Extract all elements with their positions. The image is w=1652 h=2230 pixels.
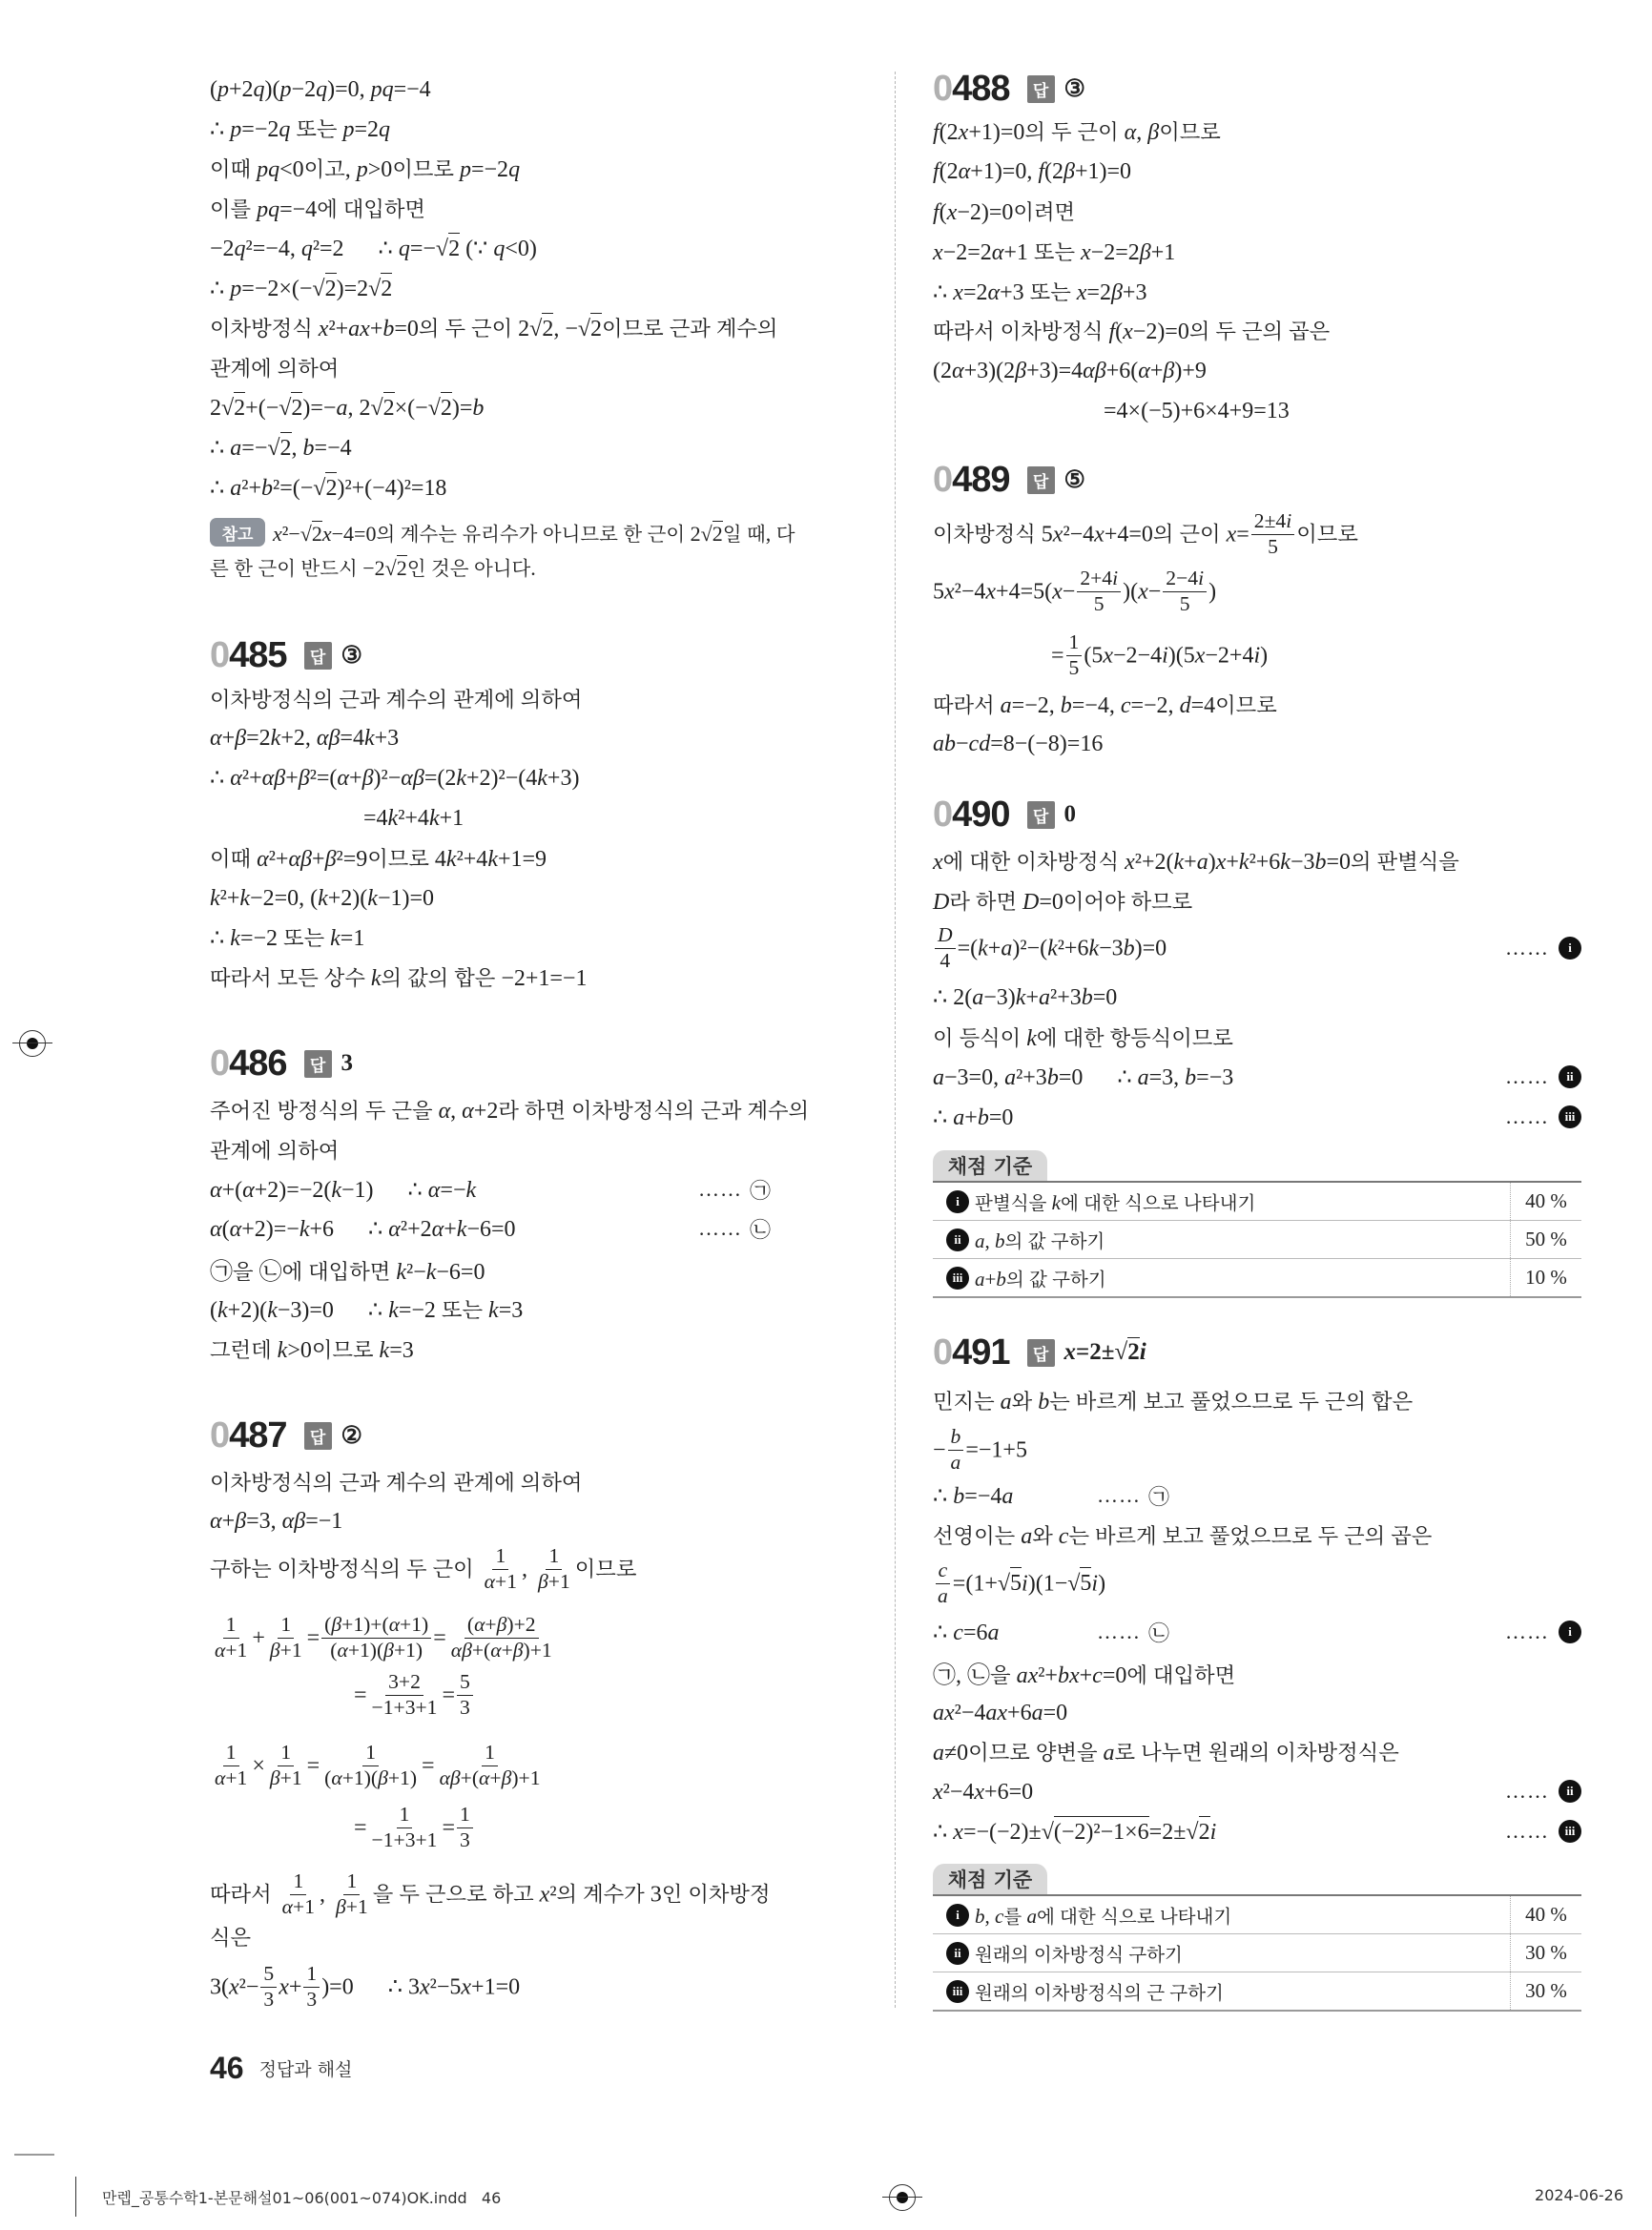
step-marker: …… i (1505, 928, 1581, 968)
line-text: 관계에 의하여 (210, 1139, 340, 1164)
math-line (210, 1961, 521, 2011)
math-line (210, 717, 399, 757)
math-line (1051, 630, 1269, 679)
math-line (933, 111, 1221, 151)
fraction: $\frac{1}{\alpha+1}$ (484, 1543, 517, 1593)
math-line (933, 880, 1192, 920)
rubric-table (933, 1894, 1581, 2012)
step-marker: …… ii (1505, 1771, 1581, 1811)
problem-header-0489 (933, 456, 1085, 504)
line-text: = $\frac{3+2}{-1+3+1}$ = $\frac{5}{3}$ (354, 1670, 475, 1721)
line-text: x²−4x+6=0 (933, 1779, 1034, 1805)
step-3-icon: iii (1559, 1820, 1581, 1843)
math-line (933, 1771, 1581, 1811)
fraction: $\frac{3+2}{-1+3+1}$ (371, 1669, 438, 1719)
line-text: x에 대한 이차방정식 x²+2(k+a)x+k²+6k−3b=0의 판별식을 (933, 850, 1459, 875)
fraction: $\frac{2-4i}{5}$ (1163, 567, 1207, 617)
step-marker: …… iii (1505, 1811, 1581, 1851)
rubric-table (933, 1181, 1581, 1298)
circled-giyeok-icon: ㉠ (1148, 1485, 1170, 1510)
math-line (210, 1089, 809, 1129)
line-text: 관계에 의하여 (210, 357, 340, 382)
fraction: $\frac{1}{5}$ (1066, 630, 1083, 681)
math-line (210, 1289, 523, 1329)
line-text: 이차방정식 5x²−4x+4=0의 근이 x= $\frac{2\pm 4i}{5}$ 이므로 (933, 508, 1358, 558)
math-line (933, 840, 1459, 880)
math-line (933, 1057, 1581, 1097)
math-line (933, 1731, 1399, 1771)
answer-badge: 답 (1027, 466, 1055, 494)
math-line (210, 1543, 637, 1593)
step-2-icon: ii (946, 1229, 969, 1251)
math-line (354, 1802, 475, 1851)
note-badge: 참고 (210, 518, 265, 547)
line-text: =4k²+4k+1 (363, 805, 465, 831)
rubric-row (933, 1896, 1581, 1934)
line-text: 이때 α²+αβ+β²=9이므로 4k²+4k+1=9 (210, 847, 547, 872)
rubric-percent: 40 % (1510, 1183, 1581, 1220)
problem-number: 0490 (933, 794, 1010, 835)
file-name: 만렙_공통수학1-본문해설01~06(001~074)OK.indd 46 (102, 2189, 502, 2207)
math-line (210, 1208, 862, 1249)
answer-value: ③ (341, 643, 362, 669)
problem-header-0488 (933, 65, 1085, 113)
circled-giyeok-icon: ㉠ (750, 1179, 772, 1204)
answer-badge: 답 (1027, 75, 1055, 103)
equation-tag: …… ㉠ (1097, 1476, 1169, 1516)
math-line (933, 1652, 1235, 1692)
answer-value: ③ (1063, 76, 1085, 102)
answer-value: x=2±√2i (1063, 1339, 1146, 1365)
fraction: $\frac{D}{4}$ (935, 923, 956, 974)
math-line (210, 1916, 251, 1956)
fraction: $\frac{1}{(\alpha+1)(\beta+1)}$ (324, 1740, 418, 1789)
registration-mark-left (19, 1030, 46, 1057)
line-text: D라 하면 D=0이어야 하므로 (933, 890, 1193, 915)
line-text: ∴ x=−(−2)±√(−2)²−1×6=2±√2i (933, 1818, 1216, 1846)
rubric-row (933, 1972, 1581, 2010)
math-line (933, 1692, 1067, 1732)
math-line (933, 271, 1146, 311)
line-text: α+β=2k+2, αβ=4k+3 (210, 725, 400, 751)
math-line (210, 957, 587, 997)
line-text: a≠0이므로 양변을 a로 나누면 원래의 이차방정식은 (933, 1741, 1399, 1765)
line-text: ax²−4ax+6a=0 (933, 1700, 1068, 1725)
rubric-text: a+b의 값 구하기 (975, 1267, 1106, 1291)
answer-value: ⑤ (1063, 467, 1085, 493)
rubric-title: 채점 기준 (933, 1864, 1047, 1894)
math-line (210, 837, 547, 878)
fraction: $\frac{(\alpha+\beta)+2}{\alpha\beta+(\alpha+\beta)+1}$ (450, 1612, 552, 1662)
step-marker: …… ii (1505, 1057, 1581, 1097)
math-line (210, 1869, 771, 1918)
math-line (1104, 390, 1290, 430)
problem-header-0491 (933, 1329, 1146, 1376)
math-line (210, 347, 339, 387)
line-text: 구하는 이차방정식의 두 근이 $\frac{1}{\alpha+1}$ , $\frac{1}{\beta+1}$ 이므로 (210, 1543, 637, 1593)
line-text: α+(α+2)=−2(k−1) ∴ α=−k (210, 1177, 477, 1203)
rubric-percent: 10 % (1510, 1259, 1581, 1296)
step-3-icon: iii (1559, 1105, 1581, 1128)
line-text: ∴ b=−4a (933, 1483, 1014, 1509)
fraction: $\frac{b}{a}$ (948, 1425, 964, 1476)
math-line (933, 684, 1277, 724)
line-text: = $\frac{1}{-1+3+1}$ = $\frac{1}{3}$ (354, 1803, 475, 1853)
math-line (210, 1329, 414, 1369)
math-line (210, 228, 537, 268)
math-line (210, 1169, 862, 1209)
math-line (933, 1558, 1106, 1607)
math-line (933, 1380, 1413, 1420)
math-line (210, 467, 446, 507)
line-text: f(x−2)=0이려면 (933, 200, 1076, 225)
line-text: x−2=2α+1 또는 x−2=2β+1 (933, 240, 1176, 265)
fraction: $\frac{1}{-1+3+1}$ (371, 1802, 438, 1851)
math-line (210, 108, 390, 148)
problem-number: 0486 (210, 1043, 287, 1084)
line-text: 따라서 모든 상수 k의 값의 합은 −2+1=−1 (210, 966, 588, 991)
math-line (210, 757, 579, 797)
answer-value: ② (341, 1423, 362, 1449)
line-text: a−3=0, a²+3b=0 ∴ a=3, b=−3 (933, 1064, 1234, 1090)
math-line (210, 387, 484, 427)
fraction: $\frac{1}{3}$ (303, 1962, 320, 2013)
fraction: $\frac{1}{\alpha+1}$ (215, 1740, 248, 1789)
step-1-icon: i (946, 1904, 969, 1927)
line-text: ∴ 2(a−3)k+a²+3b=0 (933, 984, 1118, 1010)
line-text: α+β=3, αβ=−1 (210, 1508, 343, 1534)
line-text: (2α+3)(2β+3)=4αβ+6(α+β)+9 (933, 358, 1207, 383)
step-1-icon: i (946, 1190, 969, 1213)
math-line (210, 1249, 485, 1289)
line-text: α(α+2)=−k+6 ∴ α²+2α+k−6=0 (210, 1216, 516, 1242)
line-text: 이때 pq<0이고, p>0이므로 p=−2q (210, 157, 521, 182)
math-line (210, 1740, 546, 1789)
step-1-icon: i (1559, 937, 1581, 960)
math-line (933, 191, 1075, 231)
math-line (933, 1097, 1581, 1137)
line-text: ∴ α²+αβ+β²=(α+β)²−αβ=(2k+2)²−(4k+3) (210, 765, 580, 791)
step-2-icon: ii (946, 1942, 969, 1965)
line-text: 이차방정식의 근과 계수의 관계에 의하여 (210, 688, 583, 712)
circled-nieun-icon: ㉡ (750, 1218, 772, 1243)
rubric-text: b, c를 a에 대한 식으로 나타내기 (975, 1904, 1232, 1928)
math-line (210, 427, 352, 467)
problem-number: 0485 (210, 634, 287, 675)
fraction: $\frac{1}{\beta+1}$ (269, 1740, 302, 1789)
problem-number: 0488 (933, 68, 1010, 109)
rubric-row (933, 1221, 1581, 1259)
line-text: k²+k−2=0, (k+2)(k−1)=0 (210, 885, 435, 911)
math-line (933, 1515, 1432, 1555)
math-line (210, 188, 425, 228)
rubric-row (933, 1934, 1581, 1972)
math-line (210, 1129, 339, 1169)
line-text: f(2α+1)=0, f(2β+1)=0 (933, 158, 1132, 184)
note-text: x²−√2x−4=0의 계수는 유리수가 아니므로 한 근이 2√2일 때, 다 (273, 522, 795, 546)
math-line (210, 307, 778, 347)
answer-badge: 답 (304, 1050, 332, 1078)
rubric-percent: 50 % (1510, 1221, 1581, 1258)
math-line (933, 1476, 1581, 1516)
math-line (210, 678, 582, 718)
answer-badge: 답 (1027, 801, 1055, 829)
line-text: 주어진 방정식의 두 근을 α, α+2라 하면 이차방정식의 근과 계수의 (210, 1099, 810, 1124)
rubric-title: 채점 기준 (933, 1150, 1047, 1181)
math-line (210, 268, 392, 308)
math-line (210, 148, 520, 188)
line-text: ab−cd=8−(−8)=16 (933, 731, 1104, 756)
rubric-text: a, b의 값 구하기 (975, 1229, 1105, 1252)
line-text: 이를 pq=−4에 대입하면 (210, 197, 425, 222)
answer-badge: 답 (1027, 1339, 1055, 1367)
line-text: =4×(−5)+6×4+9=13 (1104, 398, 1290, 423)
print-date: 2024-06-26 (1535, 2186, 1623, 2204)
rubric-row (933, 1259, 1581, 1296)
line-text: ∴ x=2α+3 또는 x=2β+3 (933, 280, 1147, 305)
line-text: 따라서 $\frac{1}{\alpha+1}$ , $\frac{1}{\beta+1}$ 을 두 근으로 하고 x²의 계수가 3인 이차방정 (210, 1869, 771, 1918)
equation-tag: …… ㉡ (1097, 1612, 1169, 1652)
crop-mark (14, 2154, 54, 2156)
math-line (363, 797, 464, 837)
line-text: ∴ a+b=0 (933, 1105, 1014, 1130)
problem-header-0487 (210, 1412, 362, 1459)
line-text: $\frac{D}{4}$ =(k+a)²−(k²+6k−3b)=0 (933, 923, 1167, 974)
line-text: 5x²−4x+4=5(x− $\frac{2+4i}{5}$ )(x− $\frac{2-4i}{5}$ ) (933, 566, 1217, 615)
math-line (933, 922, 1581, 972)
line-text: $\frac{c}{a}$ =(1+√5i)(1−√5i) (933, 1559, 1105, 1609)
fraction: $\frac{1}{\alpha+1}$ (281, 1869, 315, 1918)
step-1-icon: i (1559, 1621, 1581, 1643)
math-line (933, 151, 1131, 191)
rubric-percent: 40 % (1510, 1896, 1581, 1933)
line-text: 3(x²− $\frac{5}{3}$ x+ $\frac{1}{3}$ )=0 ∴ 3x²−5x+1=0 (210, 1961, 521, 2011)
line-text: 그런데 k>0이므로 k=3 (210, 1338, 414, 1363)
problem-number: 0489 (933, 459, 1010, 500)
answer-badge: 답 (304, 1422, 332, 1450)
page-number: 46 (210, 2051, 244, 2085)
line-text: 이차방정식의 근과 계수의 관계에 의하여 (210, 1471, 583, 1496)
answer-badge: 답 (304, 642, 332, 670)
math-line (210, 1612, 557, 1662)
note-text: 른 한 근이 반드시 −2√2인 것은 아니다. (210, 556, 536, 580)
answer-value: 3 (341, 1050, 354, 1076)
fraction: $\frac{5}{3}$ (457, 1670, 473, 1721)
line-text: ∴ a=−√2, b=−4 (210, 434, 352, 462)
step-2-icon: ii (1559, 1065, 1581, 1088)
line-text: 이차방정식 x²+ax+b=0의 두 근이 2√2, −√2이므로 근과 계수의 (210, 312, 778, 342)
math-line (933, 231, 1175, 271)
line-text: 따라서 이차방정식 f(x−2)=0의 두 근의 곱은 (933, 320, 1331, 344)
line-text: ㉠을 ㉡에 대입하면 k²−k−6=0 (210, 1259, 485, 1285)
step-marker: …… i (1505, 1612, 1581, 1652)
fraction: $\frac{(\beta+1)+(\alpha+1)}{(\alpha+1)(\beta+1)}$ (321, 1613, 431, 1663)
math-line (933, 1017, 1233, 1057)
math-line (933, 566, 1217, 615)
problem-number: 0487 (210, 1414, 287, 1456)
line-text: $\frac{1}{\alpha+1}$ × $\frac{1}{\beta+1}$ = $\frac{1}{(\alpha+1)(\beta+1)}$ = $\frac{1}{\alpha\beta+(\alpha+\beta)+1}$ (210, 1741, 546, 1791)
problem-header-0486 (210, 1040, 353, 1087)
fraction: $\frac{5}{3}$ (260, 1962, 277, 2013)
math-line (933, 977, 1117, 1017)
line-text: ∴ k=−2 또는 k=1 (210, 926, 365, 951)
math-line (933, 310, 1330, 350)
line-text: (k+2)(k−3)=0 ∴ k=−2 또는 k=3 (210, 1298, 524, 1323)
line-text: ∴ p=−2×(−√2)=2√2 (210, 275, 392, 302)
fraction: $\frac{c}{a}$ (935, 1559, 951, 1609)
math-line (933, 1424, 1027, 1474)
rubric-percent: 30 % (1510, 1934, 1581, 1972)
fraction: $\frac{1}{\beta+1}$ (538, 1543, 570, 1593)
rubric-text: 원래의 이차방정식 구하기 (975, 1943, 1183, 1966)
equation-tag: …… ㉡ (698, 1208, 771, 1249)
fraction: $\frac{2+4i}{5}$ (1077, 567, 1121, 617)
math-line (933, 350, 1207, 390)
note-line (210, 547, 536, 587)
math-line (933, 723, 1103, 763)
fraction: $\frac{2\pm 4i}{5}$ (1251, 509, 1294, 560)
fraction: $\frac{1}{3}$ (457, 1803, 473, 1853)
line-text: ∴ p=−2q 또는 p=2q (210, 117, 391, 142)
rubric-row (933, 1183, 1581, 1221)
line-text: 2√2+(−√2)=−a, 2√2×(−√2)=b (210, 394, 484, 422)
problem-header-0490 (933, 791, 1076, 838)
math-line (933, 508, 1358, 558)
rubric-text: 판별식을 k에 대한 식으로 나타내기 (975, 1190, 1256, 1214)
fraction: $\frac{1}{\alpha+1}$ (215, 1612, 248, 1662)
equation-tag: …… ㉠ (698, 1169, 771, 1209)
page-footer (210, 2051, 352, 2086)
line-text: ㉠, ㉡을 ax²+bx+c=0에 대입하면 (933, 1662, 1236, 1688)
line-text: (p+2q)(p−2q)=0, pq=−4 (210, 76, 431, 102)
line-text: − $\frac{b}{a}$ =−1+5 (933, 1424, 1027, 1474)
step-3-icon: iii (946, 1980, 969, 2003)
column-divider (895, 72, 896, 2008)
rubric-text: 원래의 이차방정식의 근 구하기 (975, 1981, 1224, 2004)
fraction: $\frac{1}{\alpha\beta+(\alpha+\beta)+1}$ (439, 1740, 541, 1789)
math-line (933, 1811, 1581, 1851)
fraction: $\frac{1}{\beta+1}$ (269, 1612, 302, 1662)
math-line (210, 1500, 342, 1540)
math-line (210, 69, 431, 109)
math-line (210, 878, 434, 918)
step-3-icon: iii (946, 1267, 969, 1290)
rubric-percent: 30 % (1510, 1972, 1581, 2010)
line-text: 선영이는 a와 c는 바르게 보고 풀었으므로 두 근의 곱은 (933, 1524, 1433, 1549)
page-label: 정답과 해설 (258, 2059, 353, 2080)
line-text: f(2x+1)=0의 두 근이 α, β이므로 (933, 120, 1221, 145)
line-text: ∴ c=6a (933, 1620, 1000, 1645)
math-line (210, 1461, 582, 1501)
line-text: 민지는 a와 b는 바르게 보고 풀었으므로 두 근의 합은 (933, 1390, 1414, 1414)
line-text: = $\frac{1}{5}$ (5x−2−4i)(5x−2+4i) (1051, 630, 1269, 679)
math-line (354, 1669, 475, 1719)
step-2-icon: ii (1559, 1780, 1581, 1803)
problem-header-0485 (210, 631, 362, 679)
line-text: −2q²=−4, q²=2 ∴ q=−√2 (∵ q<0) (210, 235, 537, 262)
line-text: 이 등식이 k에 대한 항등식이므로 (933, 1026, 1233, 1051)
line-text: ∴ a²+b²=(−√2)²+(−4)²=18 (210, 474, 446, 502)
answer-value: 0 (1063, 801, 1077, 827)
crop-mark (75, 2177, 76, 2217)
line-text: 식은 (210, 1926, 252, 1951)
math-line (933, 1612, 1581, 1652)
line-text: $\frac{1}{\alpha+1}$ + $\frac{1}{\beta+1}$ = $\frac{(\beta+1)+(\alpha+1)}{(\alpha+1)(\beta+1)}$ = $\frac{(\alpha+\beta)+2}{\alpha\beta+(\alpha+\beta)+1}$ (210, 1613, 557, 1663)
math-line (210, 917, 364, 957)
step-marker: …… iii (1505, 1097, 1581, 1137)
fraction: $\frac{1}{\beta+1}$ (336, 1869, 368, 1918)
circled-nieun-icon: ㉡ (1148, 1621, 1170, 1646)
problem-number: 0491 (933, 1332, 1010, 1373)
line-text: 따라서 a=−2, b=−4, c=−2, d=4이므로 (933, 693, 1277, 718)
registration-mark-bottom (889, 2184, 916, 2211)
